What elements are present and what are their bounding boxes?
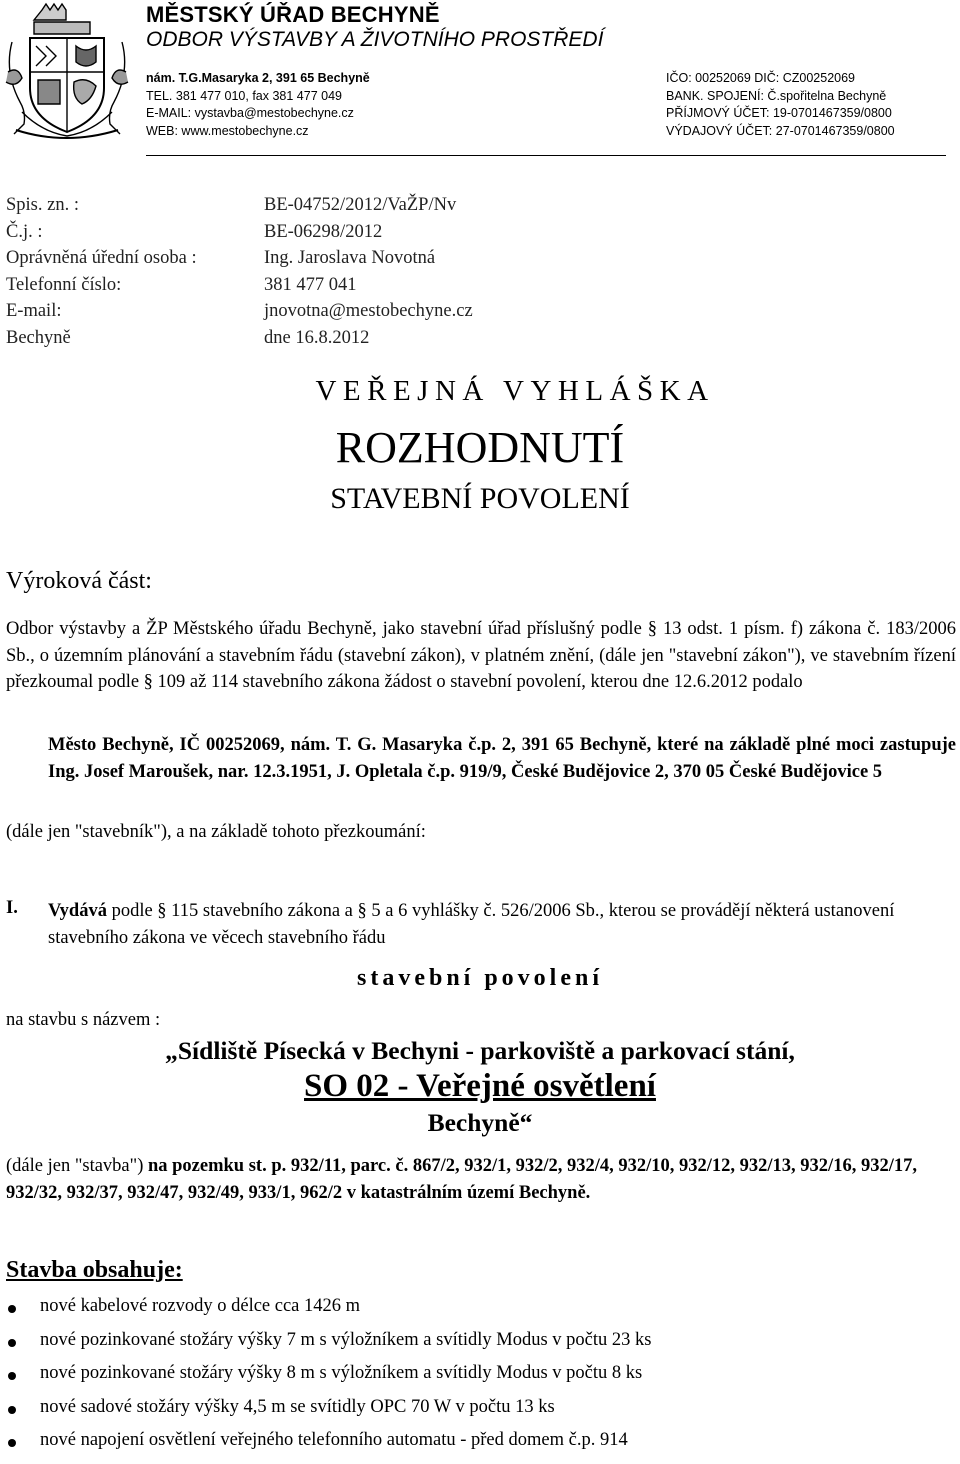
item-number: I. <box>6 898 18 918</box>
ref-label: Bechyně <box>6 327 71 348</box>
intro-paragraph: Odbor výstavby a ŽP Městského úřadu Bechyně, jako stavební úřad příslušný podle § 13 odst. 1 písm. f) zákona č. 183/2006 Sb., o územním plánování a stavebním řádu (stavební zákon), v platném znění, (dále jen "stavební zákon"), ve stavebním řízení přezkoumal podle § 109 až 114 stavebního zákona žádost o stavební povolení, kterou dne 12.6.2012 podalo <box>6 619 956 692</box>
construction-name-line1: „Sídliště Písecká v Bechyni - parkoviště a parkovací stání, <box>165 1036 795 1065</box>
office-name: MĚSTSKÝ ÚŘAD BECHYNĚ <box>146 2 440 27</box>
list-item-text: nové sadové stožáry výšky 4,5 m se svítidly OPC 70 W v počtu 13 ks <box>40 1396 555 1417</box>
list-item-text: nové pozinkované stožáry výšky 7 m s výložníkem a svítidly Modus v počtu 23 ks <box>40 1329 652 1350</box>
list-item <box>6 1296 956 1330</box>
parcel-paragraph <box>6 1153 956 1206</box>
construction-label: na stavbu s názvem : <box>6 1010 161 1030</box>
income-account-text: PŘÍJMOVÝ ÚČET: 19-0701467359/0800 <box>666 106 892 120</box>
email-text: E-MAIL: vystavba@mestobechyne.cz <box>146 106 354 120</box>
list-item <box>6 1397 956 1431</box>
list-item-text: nové kabelové rozvody o délce cca 1426 m <box>40 1296 361 1316</box>
item-text: podle § 115 stavebního zákona a § 5 a 6 vyhlášky č. 526/2006 Sb., kterou se provádějí některá ustanovení stavebního zákona ve věcech stavebního řádu <box>48 901 895 948</box>
bullet-icon <box>8 1339 16 1347</box>
bullet-icon <box>8 1305 16 1313</box>
list-item-text: nové napojení osvětlení veřejného telefonního automatu - před domem č.p. 914 <box>40 1430 628 1451</box>
decision-title: ROZHODNUTÍ <box>335 423 625 472</box>
bullet-icon <box>8 1439 16 1447</box>
phone-text: TEL. 381 477 010, fax 381 477 049 <box>146 88 342 103</box>
parcel-intro: (dále jen "stavba") <box>6 1156 148 1176</box>
contents-list <box>6 1296 956 1464</box>
ref-label: Oprávněná úřední osoba : <box>6 248 197 268</box>
list-item-text: nové pozinkované stožáry výšky 8 m s výložníkem a svítidly Modus v počtu 8 ks <box>40 1363 643 1384</box>
ref-value: dne 16.8.2012 <box>264 327 370 348</box>
ref-value: BE-04752/2012/VaŽP/Nv <box>264 195 457 215</box>
ref-label: E-mail: <box>6 301 62 321</box>
bullet-icon <box>8 1372 16 1380</box>
list-item <box>6 1363 956 1397</box>
bullet-icon <box>8 1406 16 1414</box>
ref-value: jnovotna@mestobechyne.cz <box>264 301 473 321</box>
contact-block <box>146 70 370 140</box>
applicant-note: (dále jen "stavebník"), a na základě tohoto přezkoumání: <box>6 822 426 842</box>
parcel-list: na pozemku st. p. 932/11, parc. č. 867/2, 932/1, 932/2, 932/4, 932/10, 932/12, 932/13, 932/16, 932/17, 932/32, 932/37, 932/47, 932/49, 933/1, 962/2 v katastrálním území Bechyně. <box>6 1156 917 1203</box>
construction-name-line2: SO 02 - Veřejné osvětlení <box>304 1068 656 1104</box>
ref-label: Spis. zn. : <box>6 195 79 215</box>
bank-block <box>666 70 895 140</box>
ref-label: Č.j. : <box>6 221 43 242</box>
ref-value: 381 477 041 <box>264 274 357 295</box>
ref-value: Ing. Jaroslava Novotná <box>264 248 436 268</box>
construction-name-line3: Bechyně“ <box>427 1108 533 1137</box>
item-verb: Vydává <box>48 901 107 921</box>
item-paragraph <box>48 898 956 951</box>
building-permit-title: STAVEBNÍ POVOLENÍ <box>330 482 630 515</box>
applicant-paragraph: Město Bechyně, IČ 00252069, nám. T. G. Masaryka č.p. 2, 391 65 Bechyně, které na základě plné moci zastupuje Ing. Josef Maroušek, nar. 12.3.1951, J. Opletala č.p. 919/9, České Budějovice 2, 370 05 České Budějovice 5 <box>48 735 956 782</box>
list-item <box>6 1430 956 1464</box>
ref-label: Telefonní číslo: <box>6 274 122 295</box>
web-text: WEB: www.mestobechyne.cz <box>146 123 309 138</box>
department-name: ODBOR VÝSTAVBY A ŽIVOTNÍHO PROSTŘEDÍ <box>146 28 604 51</box>
permit-heading: stavební povolení <box>356 965 604 991</box>
header-divider <box>146 155 946 156</box>
coat-of-arms-logo <box>2 2 132 142</box>
ico-text: IČO: 00252069 DIČ: CZ00252069 <box>666 71 856 85</box>
expense-account-text: VÝDAJOVÝ ÚČET: 27-0701467359/0800 <box>666 123 895 138</box>
ref-value: BE-06298/2012 <box>264 221 383 242</box>
contents-heading: Stavba obsahuje: <box>6 1257 183 1283</box>
public-notice-title: VEŘEJNÁ VYHLÁŠKA <box>315 375 715 407</box>
address-text: nám. T.G.Masaryka 2, 391 65 Bechyně <box>146 71 370 85</box>
operative-part-heading: Výroková část: <box>6 568 152 594</box>
list-item <box>6 1330 956 1364</box>
bank-text: BANK. SPOJENÍ: Č.spořitelna Bechyně <box>666 88 887 103</box>
